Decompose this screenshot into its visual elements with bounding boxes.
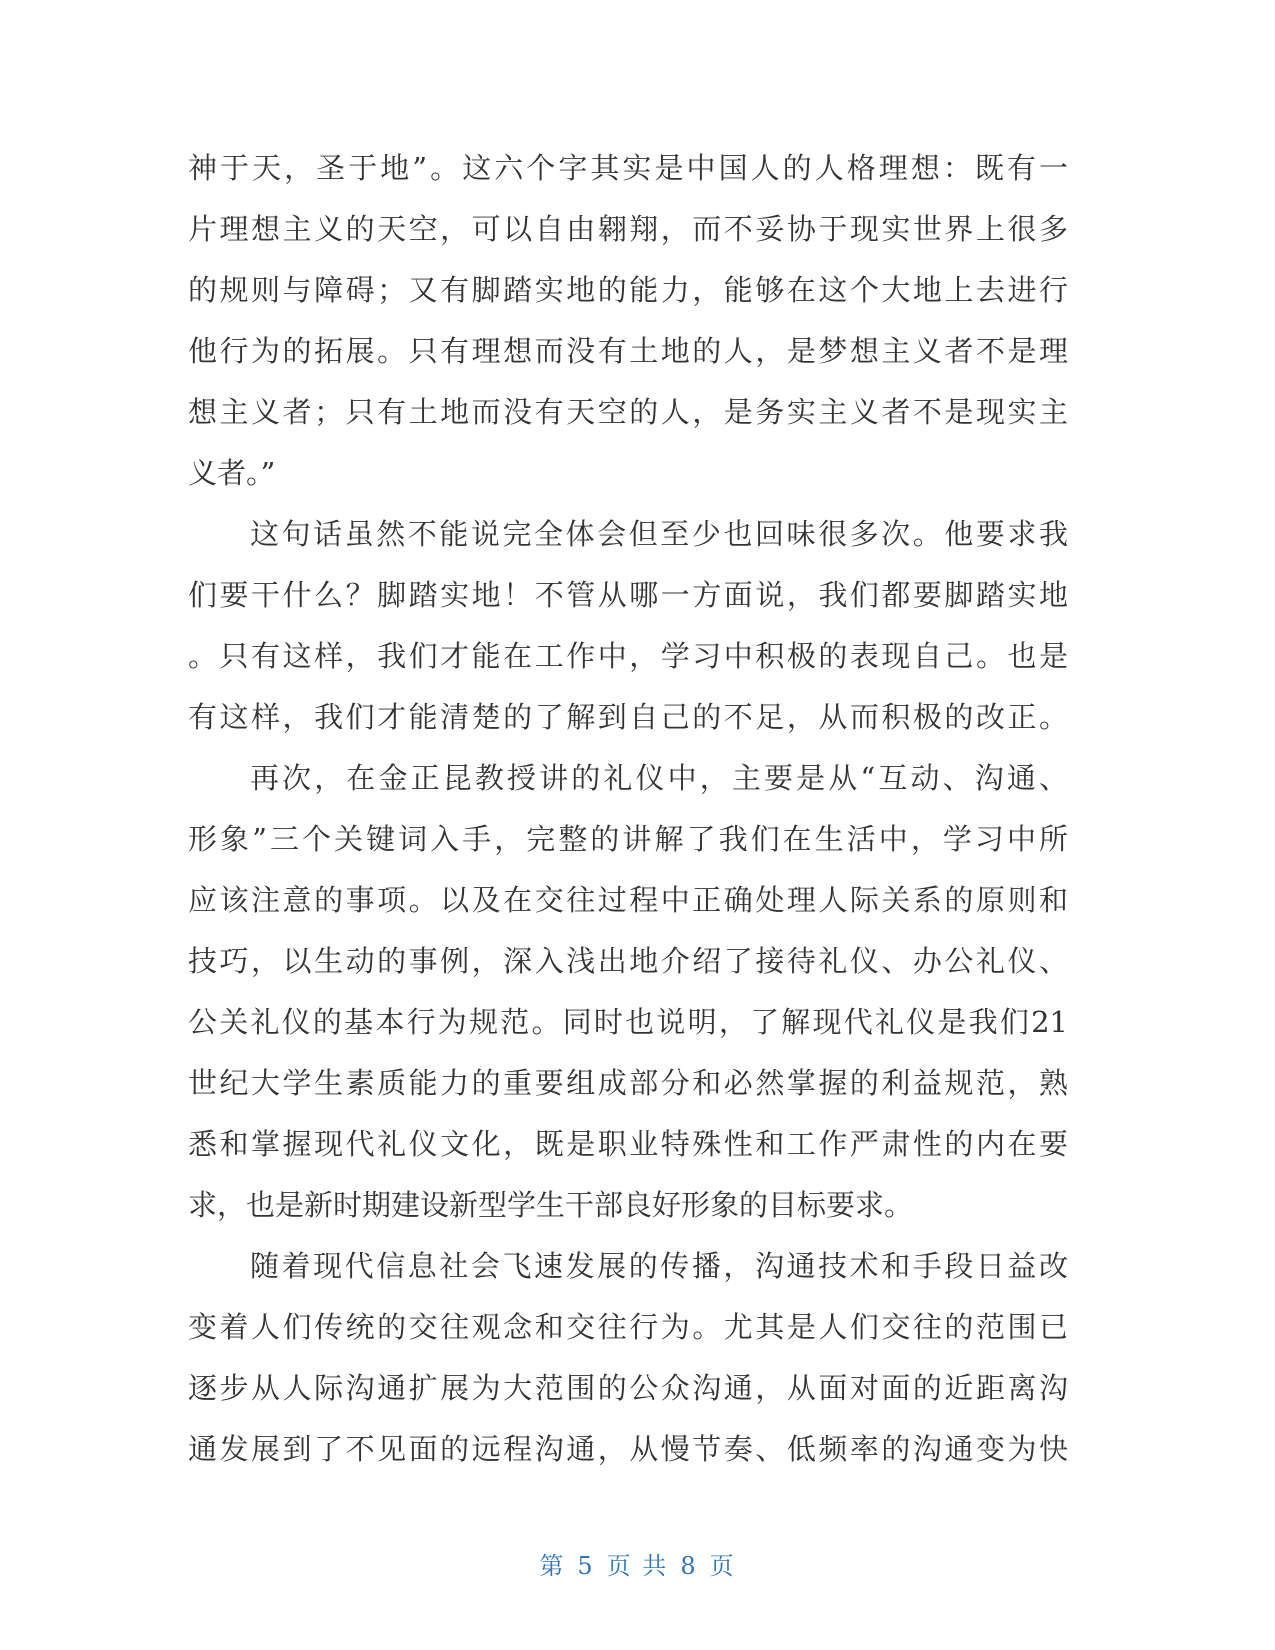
total-page-count: 8 [680, 1552, 698, 1580]
text-line: 悉和掌握现代礼仪文化，既是职业特殊性和工作严肃性的内在要 [188, 1127, 1068, 1161]
text-line: 。只有这样，我们才能在工作中，学习中积极的表现自己。也是 [188, 639, 1068, 673]
text-line: 们要干什么？脚踏实地！不管从哪一方面说，我们都要脚踏实地 [188, 578, 1068, 612]
footer-prefix: 第 [539, 1552, 566, 1580]
text-line: 的规则与障碍；又有脚踏实地的能力，能够在这个大地上去进行 [188, 273, 1068, 307]
current-page-number: 5 [577, 1552, 595, 1580]
paragraph [188, 138, 1068, 504]
text-line: 世纪大学生素质能力的重要组成部分和必然掌握的利益规范，熟 [188, 1066, 1068, 1100]
text-line: 应该注意的事项。以及在交往过程中正确处理人际关系的原则和 [188, 883, 1068, 917]
paragraph [188, 748, 1068, 1236]
text-line: 逐步从人际沟通扩展为大范围的公众沟通，从面对面的近距离沟 [188, 1371, 1068, 1405]
footer-middle: 页 共 [606, 1552, 669, 1580]
text-line: 形象”三个关键词入手，完整的讲解了我们在生活中，学习中所 [188, 822, 1068, 856]
text-line: 公关礼仪的基本行为规范。同时也说明，了解现代礼仪是我们21 [188, 1005, 1068, 1039]
text-line: 义者。” [188, 456, 276, 490]
text-line: 有这样，我们才能清楚的了解到自己的不足，从而积极的改正。 [188, 700, 1068, 734]
footer-suffix: 页 [709, 1552, 736, 1580]
text-line: 通发展到了不见面的远程沟通，从慢节奏、低频率的沟通变为快 [188, 1432, 1068, 1466]
text-line: 技巧，以生动的事例，深入浅出地介绍了接待礼仪、办公礼仪、 [188, 944, 1068, 978]
text-line: 他行为的拓展。只有理想而没有土地的人，是梦想主义者不是理 [188, 334, 1068, 368]
text-line: 变着人们传统的交往观念和交往行为。尤其是人们交往的范围已 [188, 1310, 1068, 1344]
text-line: 这句话虽然不能说完全体会但至少也回味很多次。他要求我 [250, 517, 1068, 551]
text-line: 再次，在金正昆教授讲的礼仪中，主要是从“互动、沟通、 [250, 761, 1068, 795]
paragraph [188, 1236, 1068, 1480]
text-line: 求，也是新时期建设新型学生干部良好形象的目标要求。 [188, 1188, 914, 1222]
text-line: 想主义者；只有土地而没有天空的人，是务实主义者不是现实主 [188, 395, 1068, 429]
body-text [188, 138, 1068, 1480]
text-line: 随着现代信息社会飞速发展的传播，沟通技术和手段日益改 [250, 1249, 1068, 1283]
text-line: 神于天，圣于地”。这六个字其实是中国人的人格理想：既有一 [188, 151, 1068, 185]
page-footer [0, 1546, 1275, 1581]
paragraph [188, 504, 1068, 748]
text-line: 片理想主义的天空，可以自由翱翔，而不妥协于现实世界上很多 [188, 212, 1068, 246]
